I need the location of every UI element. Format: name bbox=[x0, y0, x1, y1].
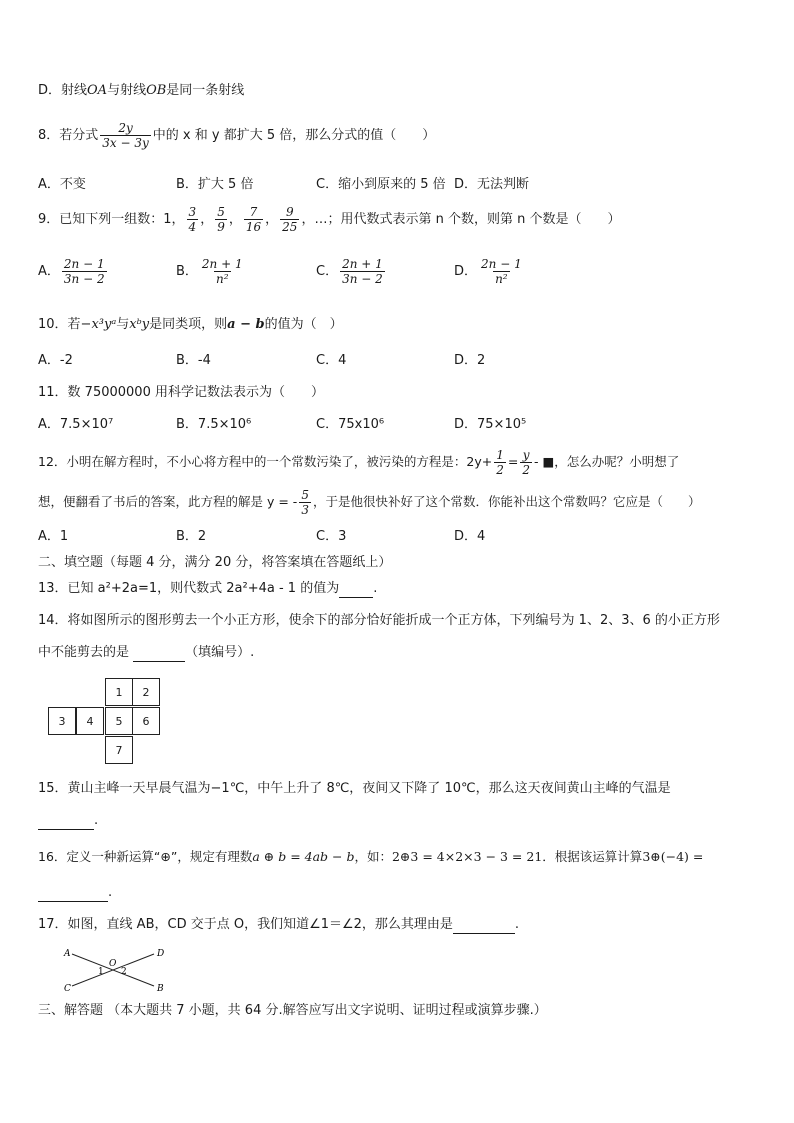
q12-option-a: A．1 bbox=[38, 529, 69, 544]
q9-option-b: B． $\frac{2n + 1}{\text{n²}}$ bbox=[176, 257, 243, 286]
q11-option-c: C．75x10⁶ bbox=[316, 417, 385, 432]
label-a: A bbox=[64, 949, 71, 959]
net-square-3: 3 bbox=[48, 707, 76, 735]
label-b: B bbox=[157, 984, 164, 994]
question-10: 10．若−x³yᵃ与xᵇy是同类项，则a − b的值为（ ） bbox=[38, 317, 343, 332]
q9-fraction-4: $\frac{9}{25}$ bbox=[282, 205, 298, 234]
q8-option-d: D．无法判断 bbox=[454, 177, 530, 192]
q9-fraction-1: $\frac{3}{4}$ bbox=[188, 205, 197, 234]
ray-oa: OA bbox=[87, 83, 108, 98]
question-14-line-2: 中不能剪去的是 （填编号）. bbox=[38, 645, 255, 660]
cube-net-figure bbox=[48, 678, 164, 766]
q16-answer-blank[interactable] bbox=[38, 901, 108, 902]
q12-option-d: D．4 bbox=[454, 529, 486, 544]
q10-option-c: C．4 bbox=[316, 353, 347, 368]
question-9: 9．已知下列一组数：1， $\frac{3}{4}$ ， $\frac{5}{9}$ ， $\frac{7}{16}$ ， $\frac{9}{25}$ ，…；用代数式表示第 n 个数，则第 n 个数是（ ） bbox=[38, 205, 621, 234]
question-15: 15．黄山主峰一天早晨气温为−1℃，中午上升了 8℃，夜间又下降了 10℃，那么这天夜间黄山主峰的气温是 bbox=[38, 781, 671, 796]
label-d: D bbox=[157, 949, 165, 959]
question-13: 13．已知 a²+2a=1，则代数式 2a²+4a - 1 的值为 . bbox=[38, 581, 378, 596]
q12-option-b: B．2 bbox=[176, 529, 207, 544]
q11-option-b: B．7.5×10⁶ bbox=[176, 417, 252, 432]
q10-option-a: A．-2 bbox=[38, 353, 73, 368]
net-square-5: 5 bbox=[105, 707, 133, 735]
q7-option-d: D．射线OA与射线OB是同一条射线 bbox=[38, 83, 245, 98]
q12-option-c: C．3 bbox=[316, 529, 347, 544]
q10-option-b: B．-4 bbox=[176, 353, 211, 368]
net-square-7: 7 bbox=[105, 736, 133, 764]
intersecting-lines-figure bbox=[62, 944, 172, 994]
section-2-heading: 二、填空题（每题 4 分，满分 20 分，将答案填在答题纸上） bbox=[38, 555, 392, 570]
q11-option-d: D．75×10⁵ bbox=[454, 417, 527, 432]
label-angle-1: 1 bbox=[98, 967, 104, 977]
question-11: 11．数 75000000 用科学记数法表示为（ ） bbox=[38, 385, 324, 400]
q14-answer-blank[interactable] bbox=[133, 661, 185, 662]
question-12-line-2: 想，便翻看了书后的答案，此方程的解是 y = - $\frac{5}{3}$ ，于是他很快补好了这个常数．你能补出这个常数吗？它应是（ ） bbox=[38, 488, 701, 517]
q8-option-b: B．扩大 5 倍 bbox=[176, 177, 254, 192]
q17-answer-blank[interactable] bbox=[453, 933, 515, 934]
q9-option-d: D． $\frac{2n - 1}{\text{n²}}$ bbox=[454, 257, 522, 286]
q8-fraction: $\frac{2y}{3x - 3y}$ bbox=[102, 121, 149, 150]
q13-answer-blank[interactable] bbox=[339, 597, 373, 598]
section-3-heading: 三、解答题 （本大题共 7 小题，共 64 分.解答应写出文字说明、证明过程或演算步骤.） bbox=[38, 1003, 547, 1018]
q9-fraction-3: $\frac{7}{16}$ bbox=[245, 205, 262, 234]
q15-answer-blank[interactable] bbox=[38, 829, 94, 830]
net-square-1: 1 bbox=[105, 678, 133, 706]
question-14-line-1: 14．将如图所示的图形剪去一个小正方形，使余下的部分恰好能折成一个正方体，下列编号为 1、2、3、6 的小正方形 bbox=[38, 613, 720, 628]
ray-ob: OB bbox=[146, 83, 167, 98]
question-17: 17．如图，直线 AB，CD 交于点 O，我们知道∠1＝∠2，那么其理由是 . bbox=[38, 917, 520, 932]
question-15-answer-line: . bbox=[38, 812, 98, 830]
label-o: O bbox=[109, 959, 117, 969]
question-16-answer-line: . bbox=[38, 884, 112, 902]
net-square-2: 2 bbox=[132, 678, 160, 706]
net-square-4: 4 bbox=[76, 707, 104, 735]
q9-option-a: A． $\frac{2n - 1}{3n - 2}$ bbox=[38, 257, 105, 286]
q9-fraction-2: $\frac{5}{9}$ bbox=[217, 205, 225, 234]
net-square-6: 6 bbox=[132, 707, 160, 735]
q8-option-c: C．缩小到原来的 5 倍 bbox=[316, 177, 446, 192]
q10-option-d: D．2 bbox=[454, 353, 486, 368]
question-12-line-1: 12．小明在解方程时，不小心将方程中的一个常数污染了，被污染的方程是：2y+ $\frac{1}{2}$ = $\frac{y}{2}$ - ■，怎么办呢？小明想了 bbox=[38, 448, 680, 477]
question-16: 16．定义一种新运算“⊕”，规定有理数a ⊕ b = 4ab − b，如：2⊕3 = 4×2×3 − 3 = 21．根据该运算计算3⊕(−4) = bbox=[38, 849, 704, 864]
label-angle-2: 2 bbox=[121, 967, 127, 977]
q8-option-a: A．不变 bbox=[38, 177, 86, 192]
q11-option-a: A．7.5×10⁷ bbox=[38, 417, 114, 432]
question-8: 8．若分式 $\frac{2y}{3x - 3y}$ 中的 x 和 y 都扩大 5 倍，那么分式的值（ ） bbox=[38, 121, 436, 150]
label-c: C bbox=[64, 984, 71, 994]
q9-option-c: C． $\frac{2n + 1}{3n - 2}$ bbox=[316, 257, 383, 286]
